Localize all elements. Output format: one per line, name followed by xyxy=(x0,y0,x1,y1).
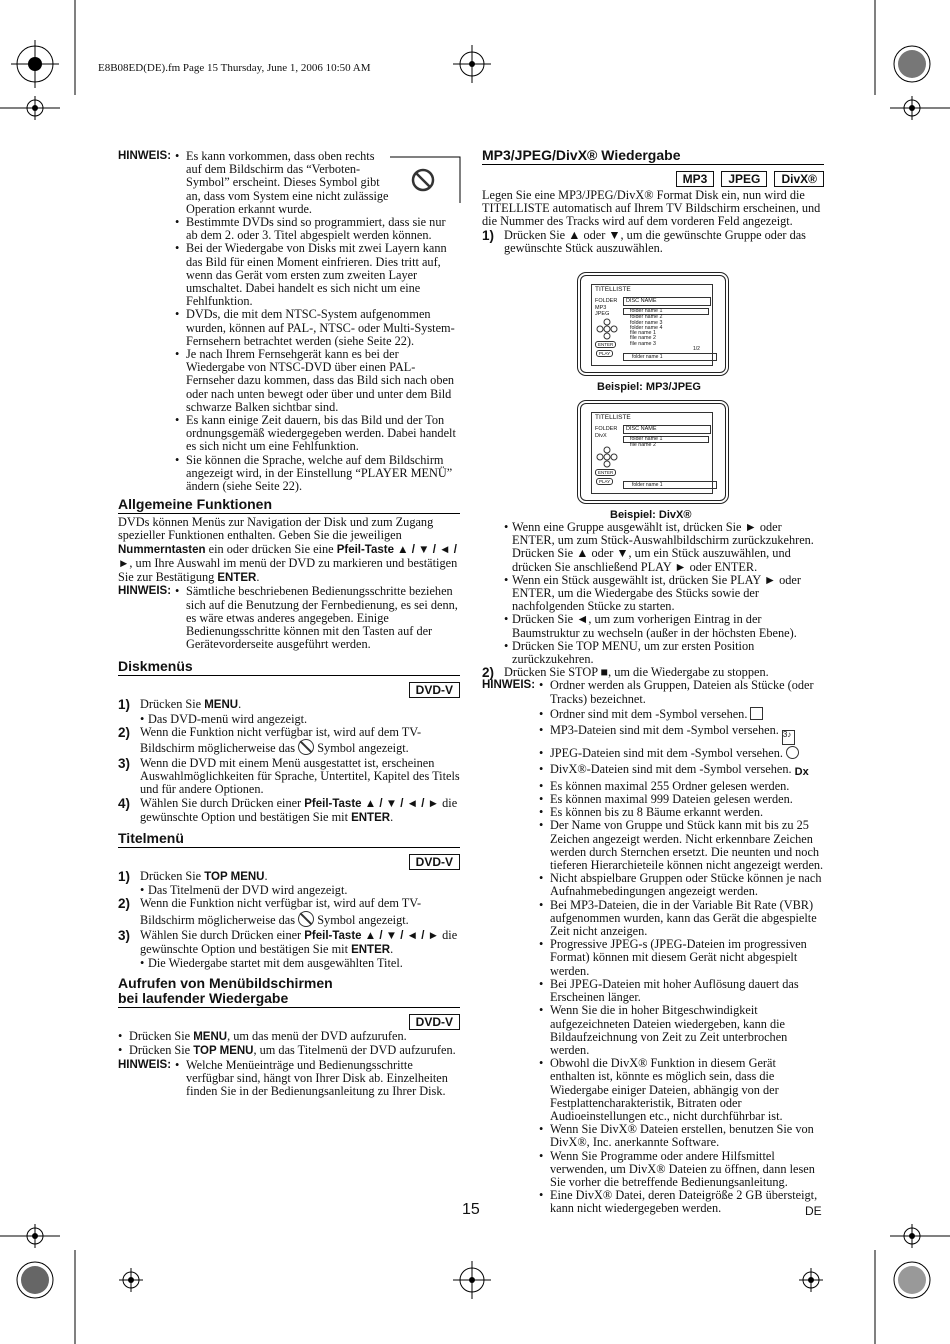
screen-current: folder name 1 xyxy=(623,353,717,361)
aufrufen-hinweis: HINWEIS: • Welche Menüeinträge und Bedienungsschritte verfügbar sind, hängt von Ihrer Disk ab. Einzelheiten finden Sie in der Bedienungsanleitung zu Ihrer Disk. xyxy=(118,1059,460,1099)
hinweis-item: • Es kann einige Zeit dauern, bis das Bild und der Ton ordnungsgemäß wiedergegeben werden. Dabei handelt es sich nicht um eine Fehlfunktion. xyxy=(175,414,460,454)
dvd-v-badge: DVD-V xyxy=(409,854,460,870)
hinweis-item: • Sämtliche beschriebenen Bedienungsschritte beziehen sich auf die Benutzung der Fernbedienung, es sei denn, es wäre etwas anderes angegeben. Einige Bedienungsschritte können mit den Tasten auf der Gerätevorderseite ausgeführt werden. xyxy=(175,585,460,651)
mp3-step-2: 2) Drücken Sie STOP ■, um die Wiedergabe zu stoppen. xyxy=(482,665,769,681)
hinweis-label: HINWEIS: xyxy=(482,679,536,692)
enter-key: ENTER xyxy=(217,572,257,585)
step1-bullet: • Wenn ein Stück ausgewählt ist, drücken Sie PLAY ► oder ENTER, um die Wiedergabe des Stücks sowie der nachfolgenden Stücke zu starten. xyxy=(504,574,824,614)
step1-bullet: • Drücken Sie ◄, um zum vorherigen Eintrag in der Baumstruktur zu wechseln (außer in der höchsten Ebene). xyxy=(504,613,824,639)
hinweis-item: • Wenn Sie DivX® Dateien erstellen, benutzen Sie von DivX®, Inc. anerkannte Software. xyxy=(539,1123,824,1149)
heading-diskmenus: Diskmenüs xyxy=(118,659,460,676)
dpad-icon xyxy=(595,318,619,340)
screen-item-list: folder name 1 folder name 2 folder name 3 folder name 4 file name 1 file name 2 file name 3 xyxy=(623,308,709,347)
hinweis-item: • DivX®-Dateien sind mit dem -Symbol versehen. Dx xyxy=(539,761,824,780)
dvd-v-badge: DVD-V xyxy=(409,1014,460,1030)
titel-step-3-sub: • Die Wiedergabe startet mit dem ausgewählten Titel. xyxy=(140,957,460,970)
screen-enter: ENTER xyxy=(595,341,616,348)
heading-aufrufen: Aufrufen von Menübildschirmen bei laufender Wiedergabe xyxy=(118,976,460,1008)
prohibited-symbol-callout xyxy=(390,155,462,205)
right-hinweis xyxy=(482,679,824,1215)
intro-text: Legen Sie eine MP3/JPEG/DivX® Format Disk ein, nun wird die TITELLISTE automatisch auf Ihrem TV Bildschirm erscheinen, und die Nummer des Tracks wird auf dem vorderen Feld angezeigt. xyxy=(482,188,821,229)
allgemeine-p1: DVDs können Menüs zur Navigation der Disk und zum Zugang spezieller Funktionen enthalten. Geben Sie die jeweiligen xyxy=(118,515,434,543)
screen-title: TITELLISTE xyxy=(595,286,631,293)
hinweis-item: • Es kann vorkommen, dass oben rechts auf dem Bildschirm das “Verboten-Symbol” erscheint. Dieses Symbol gibt an, dass vom System eine nicht zulässige Operation erkannt wurde. xyxy=(175,150,391,216)
heading-mp3-jpeg-divx: MP3/JPEG/DivX® Wiedergabe xyxy=(482,148,824,165)
mp3-badge: MP3 xyxy=(676,171,715,187)
hinweis-item: • Es können maximal 255 Ordner gelesen werden. xyxy=(539,780,824,793)
hinweis-item: • Ordner sind mit dem -Symbol versehen. xyxy=(539,706,824,722)
right-column xyxy=(482,148,824,255)
caption-divx: Beispiel: DivX® xyxy=(610,509,692,521)
hinweis-label: HINWEIS: xyxy=(118,150,172,162)
titel-step-3: 3) Wählen Sie durch Drücken einer Pfeil-Taste ▲ / ▼ / ◄ / ► die gewünschte Option und bestätigen Sie mit ENTER. • Die Wiedergabe startet mit dem ausgewählten Titel. xyxy=(118,929,460,971)
hinweis-item: • Obwohl die DivX® Funktion in diesem Gerät enthalten ist, könnte es möglich sein, dass die Wiedergabe einiger Dateien, abhängig von der Festplattencharakteristik, Bitraten oder Audioeinstellungen etc., nicht durchführbar ist. xyxy=(539,1057,824,1123)
hinweis-item: • JPEG-Dateien sind mit dem -Symbol versehen. xyxy=(539,745,824,761)
folder-icon xyxy=(750,707,763,720)
hinweis-item: • Der Name von Gruppe und Stück kann mit bis zu 25 Zeichen angezeigt werden. Nicht erkennbare Zeichen werden durch Sternchen ersetzt. Die neunten und noch tieferen Hierarchieteile können nicht angezeigt werden. xyxy=(539,819,824,872)
right-hinweis-list xyxy=(539,679,824,1215)
screen-title: TITELLISTE xyxy=(595,414,631,421)
step1-bullet: • Drücken Sie TOP MENU, um zur ersten Position zurückzukehren. xyxy=(504,640,824,666)
disk-step-4: 4) Wählen Sie durch Drücken einer Pfeil-Taste ▲ / ▼ / ◄ / ► die gewünschte Option und bestätigen Sie mit ENTER. xyxy=(118,795,458,824)
hinweis-item: • Bei MP3-Dateien, die in der Variable Bit Rate (VBR) aufgenommen wurden, kann das Gerät die abgespielte Zeit nicht anzeigen. xyxy=(539,899,824,939)
screen-disc-name: DISC NAME xyxy=(623,425,711,434)
step1-bullet: • Wenn eine Gruppe ausgewählt ist, drücken Sie ► oder ENTER, um zum Stück-Auswahlbildschirm zurückzukehren. Drücken Sie ▲ oder ▼, um ein Stück auszuwählen, und drücken Sie anschließend PLAY ► oder ENTER. xyxy=(504,521,824,574)
hinweis-item: • Wenn Sie die in hoher Bitgeschwindigkeit aufgezeichneten Dateien wiedergeben, kann die Bildaufzeichnung von Zeit zu Zeit unterbrochen werden. xyxy=(539,1004,824,1057)
allgemeine-hinweis xyxy=(118,585,460,651)
divx-icon: Dx xyxy=(794,765,809,778)
page-number: 15 xyxy=(462,1201,480,1218)
titelliste-screen-mp3 xyxy=(580,275,726,373)
titel-step-1: 1) Drücken Sie TOP MENU. • Das Titelmenü der DVD wird angezeigt. xyxy=(118,870,460,897)
hinweis-label: HINWEIS: xyxy=(118,585,172,598)
aufrufen-bullet-2: • Drücken Sie TOP MENU, um das Titelmenü der DVD aufzurufen. xyxy=(118,1044,460,1058)
titel-step-1-sub: • Das Titelmenü der DVD wird angezeigt. xyxy=(140,884,460,897)
prohibited-icon xyxy=(298,739,314,755)
hinweis-item: • MP3-Dateien sind mit dem -Symbol versehen. 3♪ xyxy=(539,722,824,745)
disk-step-1: 1) Drücken Sie MENU. • Das DVD-menü wird angezeigt. xyxy=(118,698,460,725)
hinweis-item: • Wenn Sie Programme oder andere Hilfsmittel verwenden, um DivX® Dateien zu öffnen, dann lesen Sie vorher die betreffende Bedienungsanleitung. xyxy=(539,1150,824,1190)
disk-step-3: 3) Wenn die DVD mit einem Menü ausgestattet ist, erscheinen Auswahlmöglichkeiten für Sprache, Untertitel, Kapitel des Titels und für andere Optionen. xyxy=(118,755,460,797)
allgemeine-p1-rest: ein oder drücken Sie eine xyxy=(208,541,334,556)
pfeil-taste: Pfeil-Taste ▲ / ▼ / ◄ / ► xyxy=(118,543,457,570)
disk-step-2: 2) Wenn die Funktion nicht verfügbar ist, wird auf dem TV- Bildschirm möglicherweise das Symbol angezeigt. xyxy=(118,724,422,755)
hinweis-item: • Bei JPEG-Dateien mit hoher Auflösung dauert das Erscheinen länger. xyxy=(539,978,824,1004)
heading-allgemeine: Allgemeine Funktionen xyxy=(118,497,460,514)
screen-page: 1/2 xyxy=(693,346,700,352)
nummerntasten: Nummerntasten xyxy=(118,543,206,556)
jpeg-icon xyxy=(786,746,799,759)
allgemeine-p2-rest: , um Ihre Auswahl im menü der DVD zu markieren und bestätigen Sie zur Bestätigung xyxy=(118,555,458,585)
hinweis-item: • Sie können die Sprache, welche auf dem Bildschirm angezeigt wird, in der Einstellung “PLAYER MENÜ” ändern (siehe Seite 22). xyxy=(175,454,460,494)
screen-disc-name: DISC NAME xyxy=(623,297,711,306)
jpeg-badge: JPEG xyxy=(721,171,767,187)
titel-step-2: 2) Wenn die Funktion nicht verfügbar ist, wird auf dem TV- Bildschirm möglicherweise das Symbol angezeigt. xyxy=(118,896,422,927)
mp3-icon: 3♪ xyxy=(782,730,795,745)
hinweis-item: • Es können maximal 999 Dateien gelesen werden. xyxy=(539,793,824,806)
heading-titelmenu: Titelmenü xyxy=(118,831,460,848)
hinweis-item: • Je nach Ihrem Fernsehgerät kann es bei der Wiedergabe von NTSC-DVD über einen PAL-Fernseher dazu kommen, dass das Bild sich nach oben oder nach unten bewegt oder über und unter dem Bild schwarze Balken sichtbar sind. xyxy=(175,348,460,414)
screen-current: folder name 1 xyxy=(623,481,717,489)
screen-left-labels: FOLDER MP3 JPEG xyxy=(595,298,618,317)
hinweis-item: • Bestimmte DVDs sind so programmiert, dass sie nur ab dem 2. oder 3. Titel abgespielt werden können. xyxy=(175,216,460,242)
hinweis-item: • Ordner werden als Gruppen, Dateien als Stücke (oder Tracks) bezeichnet. xyxy=(539,679,824,705)
dpad-icon xyxy=(595,446,619,468)
screen-left-labels: FOLDER DivX xyxy=(595,426,618,439)
hinweis-item: • Eine DivX® Datei, deren Dateigröße 2 GB übersteigt, kann nicht wiedergegeben werden. xyxy=(539,1189,824,1215)
screen-enter: ENTER xyxy=(595,469,616,476)
hinweis-item: • Welche Menüeinträge und Bedienungsschritte verfügbar sind, hängt von Ihrer Disk ab. Einzelheiten finden Sie in der Bedienungsanleitung zu Ihrer Disk. xyxy=(175,1059,460,1099)
disk-step-1-sub: • Das DVD-menü wird angezeigt. xyxy=(140,713,460,726)
screen-play: PLAY xyxy=(596,350,613,357)
hinweis-item: • Bei der Wiedergabe von Disks mit zwei Layern kann das Bild für einen Moment einfrieren. Dies tritt auf, wenn das Gerät vom ersten zum zweiten Layer umschaltet. Dabei handelt es sich nicht um eine Fehlfunktion. xyxy=(175,242,460,308)
hinweis-item: • Nicht abspielbare Gruppen oder Stücke können je nach Aufnahmebedingungen angezeigt werden. xyxy=(539,872,824,898)
allgemeine-text: DVDs können Menüs zur Navigation der Disk und zum Zugang spezieller Funktionen enthalten. Geben Sie die jeweiligen Nummerntasten ein oder drücken Sie eine Pfeil-Taste ▲ / ▼ / ◄ / ►, um Ihre Auswahl im menü der DVD zu markieren und bestätigen Sie zur Bestätigung ENTER. xyxy=(118,515,458,585)
dvd-v-badge: DVD-V xyxy=(409,682,460,698)
aufrufen-bullet-1: • Drücken Sie MENU, um das menü der DVD aufzurufen. xyxy=(118,1030,460,1044)
file-header: E8B08ED(DE).fm Page 15 Thursday, June 1, 2006 10:50 AM xyxy=(98,62,371,74)
screen-play: PLAY xyxy=(596,478,613,485)
right-column-lower xyxy=(482,521,824,1216)
hinweis-item: • Progressive JPEG-s (JPEG-Dateien im progressiven Format) können mit diesem Gerät nicht abgespielt werden. xyxy=(539,938,824,978)
mp3-step-1: 1) Drücken Sie ▲ oder ▼, um die gewünschte Gruppe oder das gewünschte Stück auszuwählen. xyxy=(482,227,806,255)
divx-badge: DivX® xyxy=(774,171,824,187)
caption-mp3-jpeg: Beispiel: MP3/JPEG xyxy=(597,381,701,393)
format-badges xyxy=(482,171,824,187)
left-column xyxy=(118,150,460,1098)
titelliste-screen-divx xyxy=(580,403,726,501)
screen-item-list: folder name 1 file name 2 xyxy=(623,436,709,449)
hinweis-item: • Es können bis zu 8 Bäume erkannt werden. xyxy=(539,806,824,819)
prohibited-icon xyxy=(298,911,314,927)
hinweis-item: • DVDs, die mit dem NTSC-System aufgenommen wurden, können auf PAL-, NTSC- oder Multi-System-Fernsehern betrachtet werden (siehe Seite 22). xyxy=(175,308,460,348)
language-code: DE xyxy=(805,1204,822,1218)
step1-bullets xyxy=(504,521,824,666)
